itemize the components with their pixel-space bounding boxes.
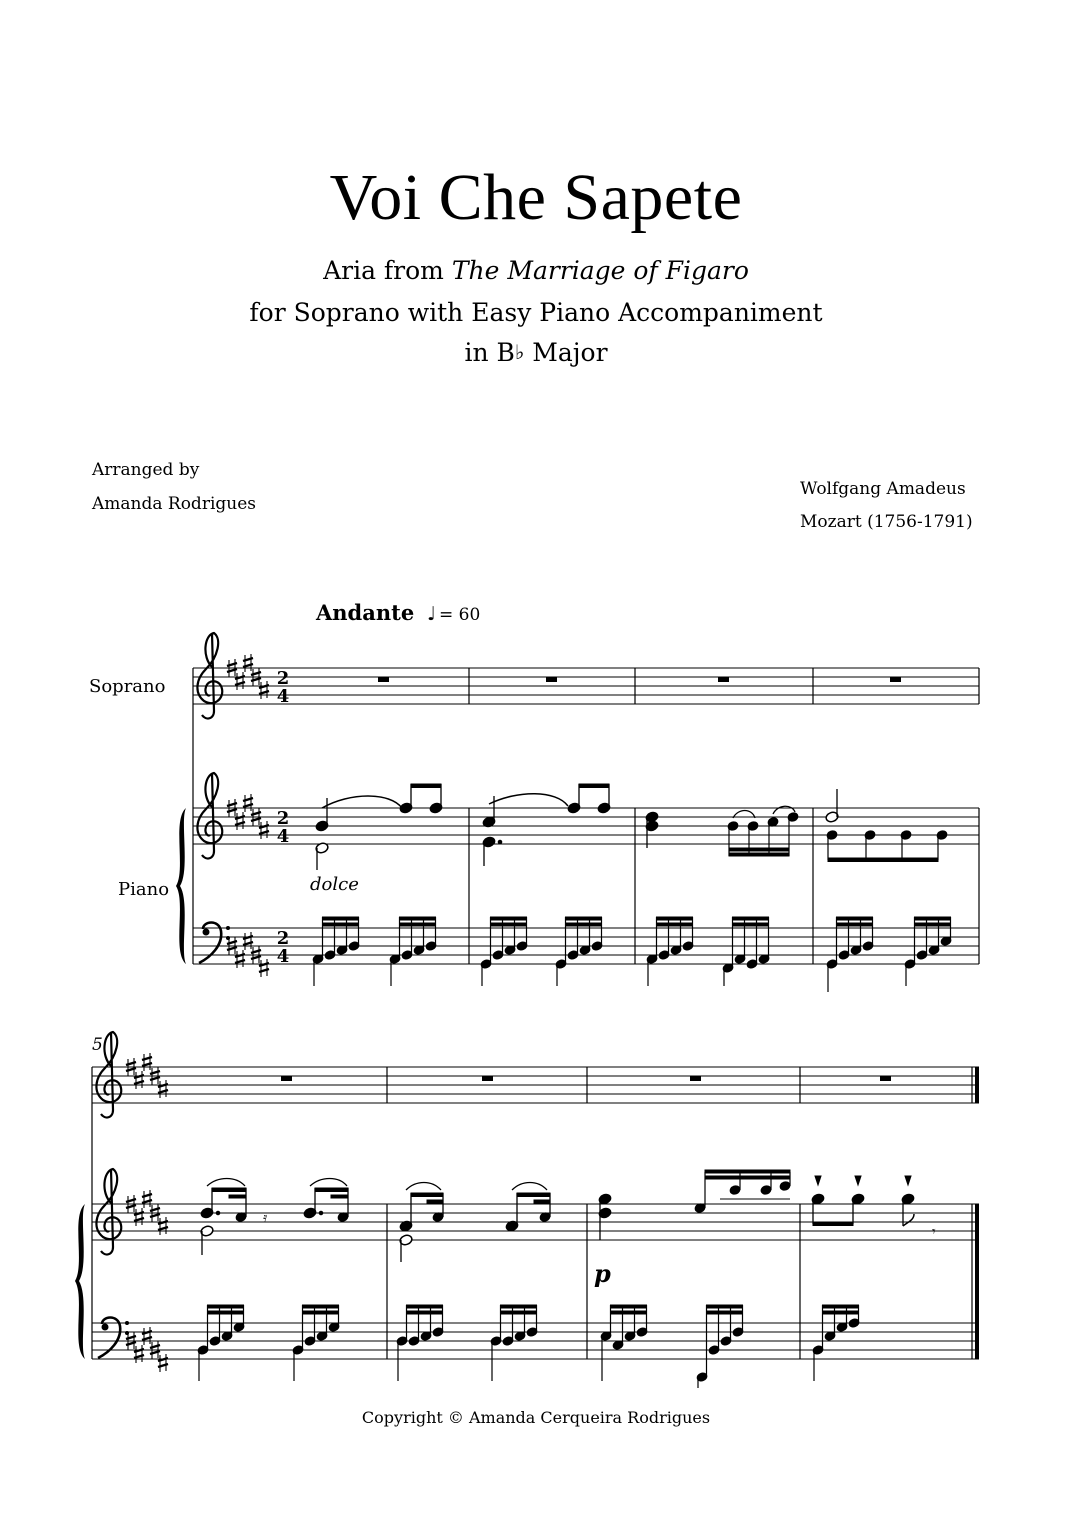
piano-brace	[176, 808, 186, 964]
rh-notes-m3	[645, 806, 799, 856]
instrument-label-soprano: Soprano	[89, 676, 166, 697]
instrumentation-line: for Soprano with Easy Piano Accompaniment	[249, 298, 823, 327]
time-sig-bottom: 4	[276, 686, 290, 707]
score-title: Voi Che Sapete	[329, 161, 743, 234]
tempo-value: = 60	[439, 605, 481, 625]
flat-sign: ♭	[514, 340, 525, 364]
system-1	[89, 633, 979, 992]
svg-text:4: 4	[276, 826, 290, 847]
arranged-by-label: Arranged by	[92, 460, 200, 480]
subtitle-prefix: Aria from	[323, 256, 452, 285]
system-2	[75, 1032, 979, 1388]
dynamic-dolce: dolce	[310, 874, 359, 895]
copyright-notice: Copyright © Amanda Cerqueira Rodrigues	[361, 1408, 711, 1427]
piano-brace-2	[75, 1204, 85, 1359]
key-suffix: Major	[524, 338, 608, 367]
key-signature	[227, 654, 269, 977]
instrument-label-piano: Piano	[118, 879, 170, 900]
composer-line-2: Mozart (1756-1791)	[800, 512, 973, 532]
rh-notes-m5	[200, 1179, 349, 1256]
key-prefix: in B	[464, 338, 515, 367]
soprano-rests	[378, 677, 901, 682]
rh-notes-m2	[482, 784, 611, 866]
subtitle-opera: The Marriage of Figaro	[451, 256, 749, 285]
measure-number: 5	[92, 1035, 103, 1055]
rh-notes-m1	[315, 784, 443, 870]
rh-notes-m7	[598, 1170, 791, 1240]
svg-text:4: 4	[276, 946, 290, 967]
rh-notes-m4	[825, 789, 948, 862]
piano-rh-staff	[193, 808, 979, 844]
tempo-marking: Andante	[316, 600, 415, 625]
composer-line-1: Wolfgang Amadeus	[800, 479, 966, 499]
svg-text:2: 2	[276, 808, 290, 829]
rh-notes-m8	[811, 1176, 936, 1240]
tempo-note-glyph: ♩	[427, 603, 436, 625]
svg-text:𝄿: 𝄿	[263, 1210, 268, 1226]
time-sig-top: 2	[276, 668, 290, 689]
soprano-staff	[193, 668, 979, 704]
lh-sixteenths-s2	[197, 1305, 860, 1388]
dynamic-piano: p	[594, 1259, 611, 1288]
svg-text:2: 2	[276, 928, 290, 949]
svg-text:𝄾: 𝄾	[932, 1224, 936, 1240]
arranger-name: Amanda Rodrigues	[92, 494, 256, 514]
